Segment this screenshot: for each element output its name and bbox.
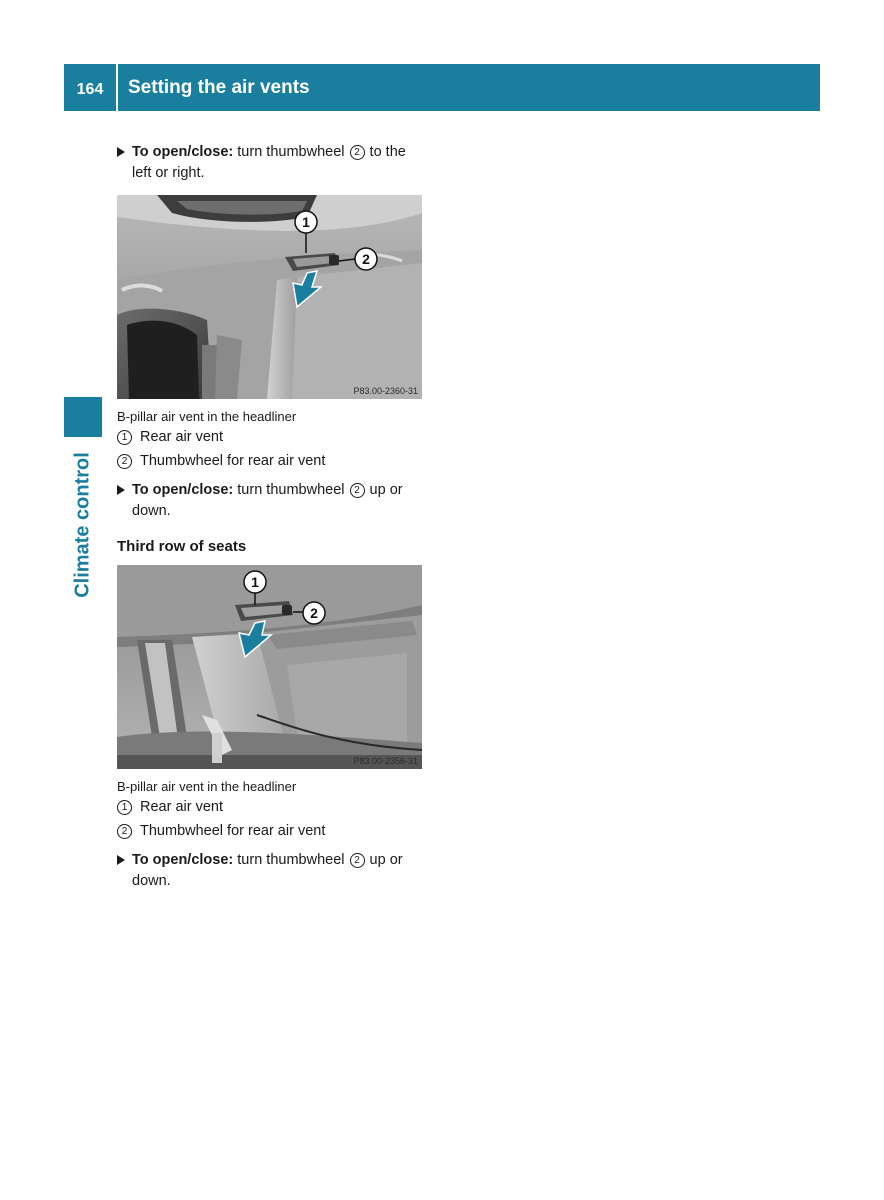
figure-code: P83.00-2360-31 — [353, 386, 418, 396]
callout-marker: 1 — [117, 430, 132, 445]
legend-label: Rear air vent — [140, 799, 224, 815]
header-divider — [116, 64, 118, 111]
step-arrow-icon — [117, 855, 125, 865]
callout-marker: 1 — [117, 800, 132, 815]
b-pillar-vent-illustration — [117, 195, 422, 399]
legend-item — [117, 429, 223, 445]
figure-b-pillar-vent — [117, 195, 422, 399]
callout-marker: 2 — [117, 824, 132, 839]
section-tab-label: Climate control — [71, 452, 94, 598]
step-arrow-icon — [117, 147, 125, 157]
step-label: To open/close: — [132, 852, 234, 868]
figure-third-row-vent — [117, 565, 422, 769]
instruction-step: To open/close: turn thumbwheel 2 up or down. — [117, 850, 423, 892]
figure-caption: B-pillar air vent in the headliner — [117, 779, 297, 794]
section-tab-marker — [64, 397, 102, 437]
page-number: 164 — [76, 81, 104, 98]
legend-item — [117, 453, 325, 469]
callout-marker: 2 — [350, 145, 365, 160]
third-row-vent-illustration — [117, 565, 422, 769]
legend-item — [117, 799, 223, 815]
step-arrow-icon — [117, 485, 125, 495]
section-heading: Third row of seats — [117, 538, 247, 555]
callout-marker: 2 — [350, 483, 365, 498]
legend-item — [117, 823, 325, 839]
step-label: To open/close: — [132, 482, 234, 498]
legend-label: Thumbwheel for rear air vent — [140, 823, 326, 839]
section-tab — [64, 440, 102, 610]
callout-2-label: 2 — [310, 605, 318, 621]
callout-2-label: 2 — [362, 251, 370, 267]
callout-marker: 2 — [350, 853, 365, 868]
instruction-step: To open/close: turn thumbwheel 2 up or down. — [117, 480, 423, 522]
callout-1-label: 1 — [251, 574, 259, 590]
figure-code: P83.00-2356-31 — [353, 756, 418, 766]
figure-caption: B-pillar air vent in the headliner — [117, 409, 297, 424]
legend-label: Rear air vent — [140, 429, 224, 445]
intro-step: To open/close: turn thumbwheel 2 to the left or right. — [117, 142, 423, 184]
page-header — [64, 64, 820, 111]
legend-label: Thumbwheel for rear air vent — [140, 453, 326, 469]
page-title: Setting the air vents — [128, 77, 310, 98]
callout-marker: 2 — [117, 454, 132, 469]
callout-1-label: 1 — [302, 214, 310, 230]
step-label: To open/close: — [132, 144, 234, 160]
